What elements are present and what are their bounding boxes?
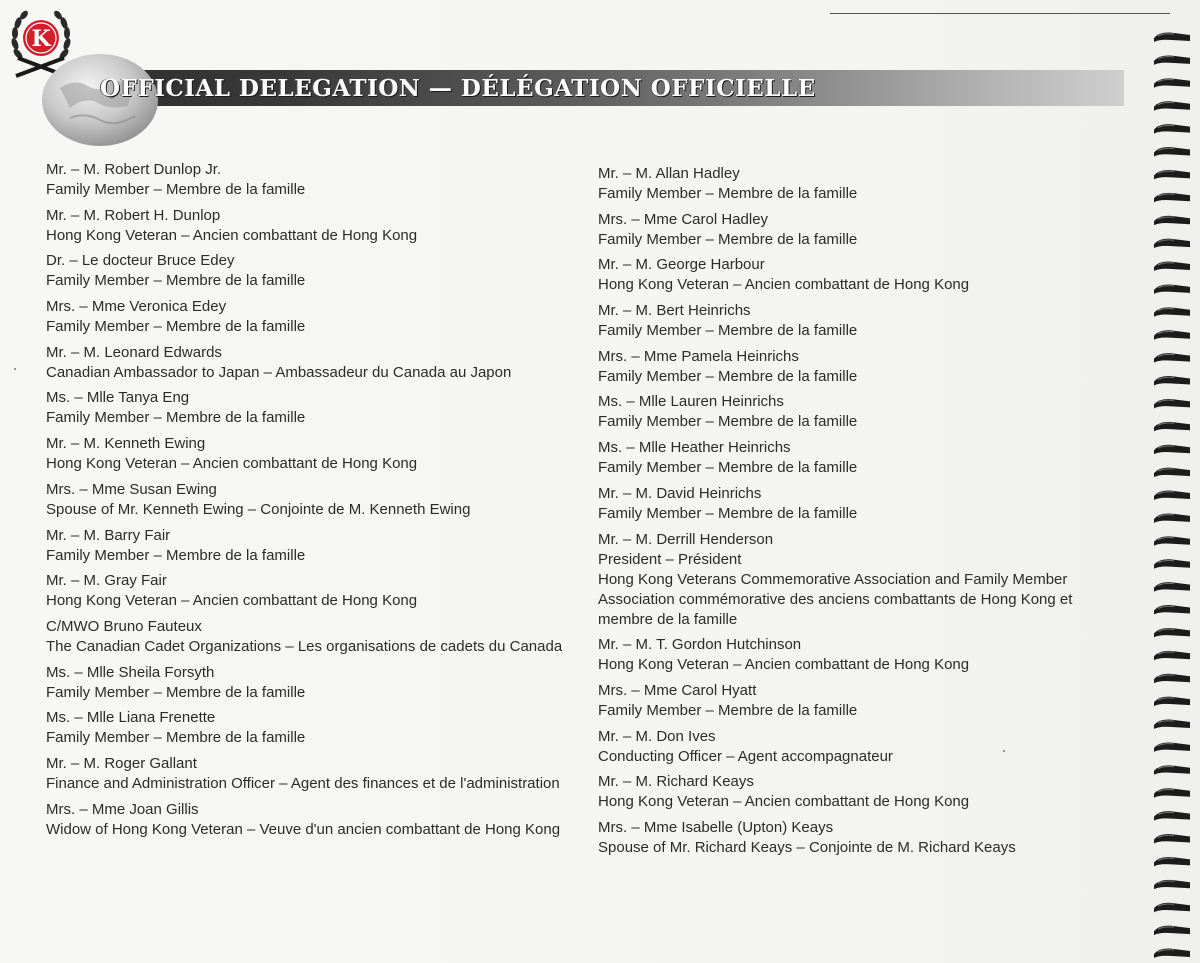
delegate-entry: [46, 160, 576, 200]
delegate-entry: [46, 526, 576, 566]
delegate-role: Family Member – Membre de la famille: [46, 318, 306, 336]
binding-coil: [1154, 697, 1190, 706]
delegate-role: Family Member – Membre de la famille: [598, 459, 858, 477]
delegate-role: Family Member – Membre de la famille: [598, 185, 858, 202]
delegate-entry: [598, 255, 1118, 295]
delegate-role: Family Member – Membre de la famille: [46, 729, 306, 747]
delegate-entry: [46, 480, 576, 520]
binding-coil: [1154, 468, 1190, 477]
delegate-entry: [46, 571, 576, 611]
binding-coil: [1154, 124, 1190, 133]
delegate-name: Mrs. – Mme Joan Gillis: [46, 800, 199, 818]
binding-coil: [1154, 422, 1190, 431]
emblem-letter: K: [31, 26, 51, 52]
delegate-entry: [46, 800, 576, 840]
delegate-role: Family Member – Membre de la famille: [46, 272, 306, 290]
binding-coil: [1154, 170, 1190, 179]
delegate-entry: [598, 438, 1118, 478]
delegate-name: Ms. – Mlle Heather Heinrichs: [598, 439, 791, 457]
binding-coil: [1154, 903, 1190, 912]
delegation-list-right: [598, 164, 1118, 864]
binding-coil: [1154, 399, 1190, 408]
delegate-role: Hong Kong Veteran – Ancien combattant de Hong Kong: [598, 656, 970, 674]
delegate-name: Mr. – M. David Heinrichs: [598, 484, 762, 502]
delegate-name: Mrs. – Mme Susan Ewing: [46, 480, 217, 498]
binding-coil: [1154, 513, 1190, 522]
delegate-name: Mr. – M. Barry Fair: [46, 526, 171, 544]
delegate-entry: [598, 681, 1118, 721]
delegate-entry: [46, 297, 576, 337]
delegate-name: Mr. – M. T. Gordon Hutchinson: [598, 636, 802, 654]
delegate-entry: [46, 251, 576, 291]
top-rule: [830, 13, 1170, 14]
binding-coil: [1154, 582, 1190, 591]
delegate-role: Hong Kong Veteran – Ancien combattant de Hong Kong: [46, 592, 418, 610]
delegate-name: Ms. – Mlle Liana Frenette: [46, 709, 216, 727]
binding-coil: [1154, 239, 1190, 248]
binding-coil: [1154, 857, 1190, 866]
binding-coil: [1154, 55, 1190, 64]
delegate-entry: [598, 164, 1118, 204]
binding-coil: [1154, 834, 1190, 843]
delegate-entry: [46, 617, 576, 657]
delegate-entry: [598, 772, 1118, 812]
delegate-role: Family Member – Membre de la famille: [598, 367, 858, 385]
delegate-entry: [598, 210, 1118, 250]
stray-mark: [14, 368, 16, 370]
delegate-entry: [598, 635, 1118, 675]
binding-coil: [1154, 536, 1190, 545]
delegate-role: Family Member – Membre de la famille: [46, 409, 306, 427]
binding-coil: [1154, 376, 1190, 385]
binding-coil: [1154, 307, 1190, 316]
delegate-entry: [46, 343, 576, 383]
delegate-name: Mr. – M. Bert Heinrichs: [598, 302, 751, 320]
binding-coil: [1154, 353, 1190, 362]
delegate-name: C/MWO Bruno Fauteux: [46, 617, 202, 635]
delegate-entry: [598, 484, 1118, 524]
delegate-role: Family Member – Membre de la famille: [46, 546, 306, 564]
delegate-entry: [598, 392, 1118, 432]
delegate-name: Mrs. – Mme Veronica Edey: [46, 298, 227, 316]
delegate-role: Canadian Ambassador to Japan – Ambassadeur du Canada au Japon: [46, 363, 512, 381]
delegate-name: Mrs. – Mme Carol Hadley: [598, 210, 769, 228]
delegate-name: Mr. – M. Allan Hadley: [598, 165, 740, 182]
delegate-name: Mr. – M. Kenneth Ewing: [46, 435, 206, 453]
delegate-entry: [598, 301, 1118, 341]
binding-coil: [1154, 78, 1190, 87]
delegate-entry: [46, 434, 576, 474]
binding-coil: [1154, 262, 1190, 271]
delegate-role: Hong Kong Veteran – Ancien combattant de Hong Kong: [598, 793, 970, 811]
delegate-role: Spouse of Mr. Kenneth Ewing – Conjointe de M. Kenneth Ewing: [46, 500, 471, 518]
binding-coil: [1154, 788, 1190, 797]
binding-coil: [1154, 720, 1190, 729]
delegate-role: Hong Kong Veteran – Ancien combattant de Hong Kong: [46, 455, 418, 473]
binding-coil: [1154, 605, 1190, 614]
spiral-binding: [1150, 28, 1195, 958]
delegate-role: Family Member – Membre de la famille: [46, 181, 306, 198]
delegate-name: Mrs. – Mme Pamela Heinrichs: [598, 347, 799, 365]
delegate-name: Mrs. – Mme Carol Hyatt: [598, 681, 757, 699]
delegate-entry: [46, 388, 576, 428]
delegate-role: Family Member – Membre de la famille: [598, 701, 858, 719]
delegate-role: Family Member – Membre de la famille: [598, 230, 858, 248]
delegate-name: Mr. – M. Gray Fair: [46, 572, 167, 590]
delegate-name: Mr. – M. Richard Keays: [598, 773, 754, 791]
binding-coil: [1154, 651, 1190, 660]
binding-coil: [1154, 445, 1190, 454]
delegate-name: Ms. – Mlle Tanya Eng: [46, 389, 190, 407]
binding-coil: [1154, 926, 1190, 935]
binding-coil: [1154, 811, 1190, 820]
delegate-role: Family Member – Membre de la famille: [598, 413, 858, 431]
delegate-name: Mr. – M. Derrill Henderson: [598, 530, 774, 548]
delegate-entry: [46, 206, 576, 246]
binding-coil: [1154, 765, 1190, 774]
binding-coil: [1154, 193, 1190, 202]
delegate-entry: [598, 818, 1118, 858]
delegate-entry: [598, 530, 1118, 630]
binding-coil: [1154, 628, 1190, 637]
binding-coil: [1154, 101, 1190, 110]
binding-coil: [1154, 559, 1190, 568]
binding-coil: [1154, 949, 1190, 958]
binding-coil: [1154, 147, 1190, 156]
delegate-entry: [46, 708, 576, 748]
delegate-name: Dr. – Le docteur Bruce Edey: [46, 252, 235, 270]
binding-coil: [1154, 674, 1190, 683]
delegate-role: Family Member – Membre de la famille: [598, 504, 858, 522]
delegate-name: Mr. – M. Don Ives: [598, 727, 716, 745]
delegation-list-left: [46, 160, 576, 845]
delegate-name: Mr. – M. Roger Gallant: [46, 754, 197, 772]
delegate-entry: [46, 754, 576, 794]
binding-coil: [1154, 216, 1190, 225]
binding-coil: [1154, 330, 1190, 339]
delegate-organization-fr: Association commémorative des anciens combattants de Hong Kong et membre de la famille: [598, 590, 1073, 628]
delegate-role: The Canadian Cadet Organizations – Les organisations de cadets du Canada: [46, 637, 563, 655]
delegate-name: Mr. – M. Leonard Edwards: [46, 343, 222, 361]
binding-coil: [1154, 491, 1190, 500]
delegate-role: Family Member – Membre de la famille: [598, 322, 858, 340]
delegate-role: President – Président: [598, 550, 742, 568]
delegate-role: Spouse of Mr. Richard Keays – Conjointe de M. Richard Keays: [598, 838, 1016, 856]
delegate-role: Hong Kong Veteran – Ancien combattant de Hong Kong: [46, 226, 418, 244]
binding-coil: [1154, 742, 1190, 751]
delegate-role: Conducting Officer – Agent accompagnateur: [598, 747, 893, 765]
page-title: OFFICIAL DELEGATION — DÉLÉGATION OFFICIELLE: [100, 75, 816, 102]
delegate-entry: [598, 727, 1118, 767]
delegate-role: Family Member – Membre de la famille: [46, 683, 306, 701]
delegate-name: Mr. – M. George Harbour: [598, 256, 765, 274]
delegate-name: Mr. – M. Robert Dunlop Jr.: [46, 161, 222, 178]
delegate-role: Hong Kong Veteran – Ancien combattant de Hong Kong: [598, 276, 970, 294]
delegate-name: Mrs. – Mme Isabelle (Upton) Keays: [598, 818, 834, 836]
delegate-role: Widow of Hong Kong Veteran – Veuve d'un ancien combattant de Hong Kong: [46, 820, 561, 838]
delegate-role: Finance and Administration Officer – Agent des finances et de l'administration: [46, 774, 560, 792]
delegate-name: Ms. – Mlle Lauren Heinrichs: [598, 393, 784, 411]
delegate-entry: [46, 663, 576, 703]
binding-coil: [1154, 880, 1190, 889]
delegate-entry: [598, 347, 1118, 387]
binding-coil: [1154, 33, 1190, 42]
binding-coil: [1154, 284, 1190, 293]
delegate-name: Mr. – M. Robert H. Dunlop: [46, 206, 221, 224]
stray-mark: [1003, 750, 1005, 752]
delegate-organization-en: Hong Kong Veterans Commemorative Association and Family Member: [598, 570, 1068, 588]
delegate-name: Ms. – Mlle Sheila Forsyth: [46, 663, 215, 681]
